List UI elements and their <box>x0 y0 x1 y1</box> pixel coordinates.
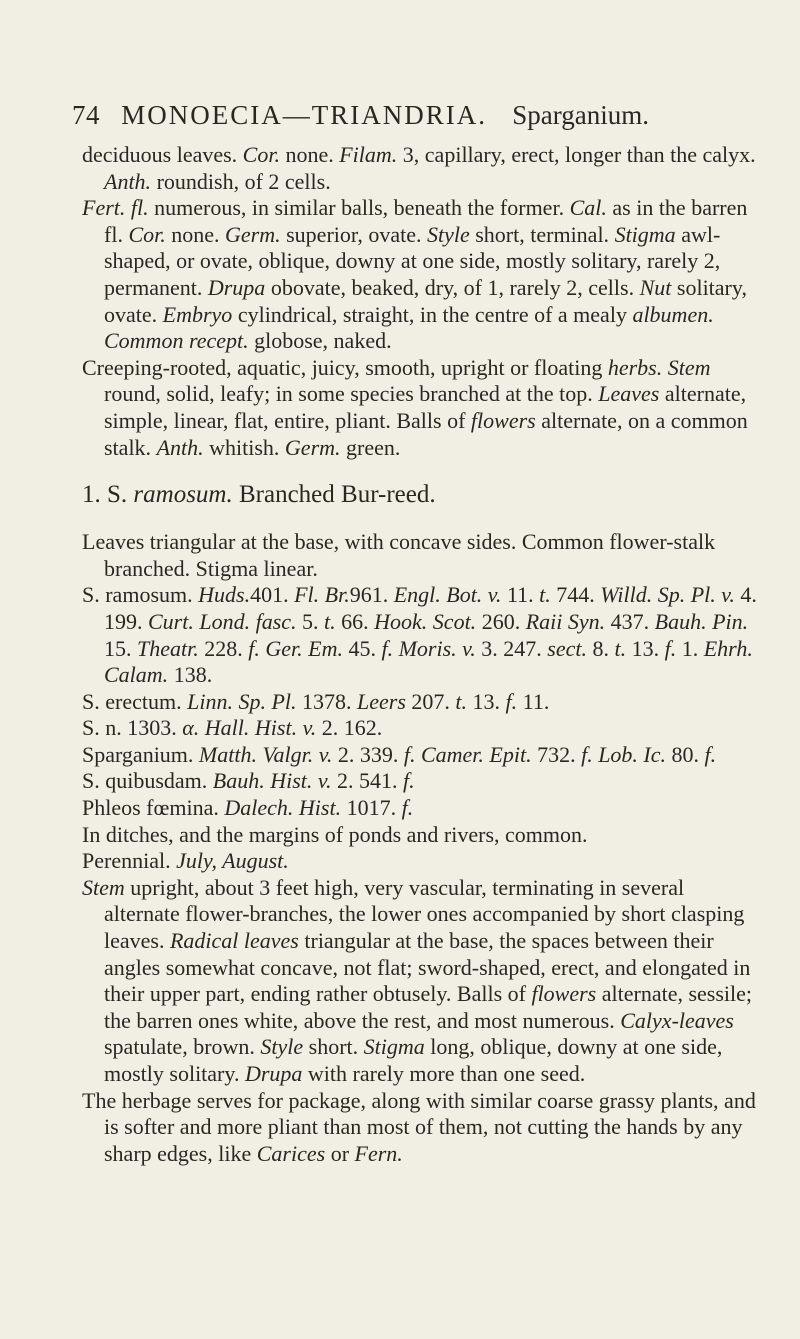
text-run: 11. <box>501 582 540 608</box>
italic-run: Dalech. Hist. <box>224 795 342 821</box>
italic-run: f. Lob. Ic. <box>581 741 667 767</box>
text-run: with rarely more than one seed. <box>302 1061 586 1086</box>
italic-run: Curt. Lond. fasc. <box>148 608 297 634</box>
text-run: In ditches, and the margins of ponds and rivers, common. <box>82 821 588 847</box>
paragraph <box>82 848 760 875</box>
italic-run: sect. <box>547 635 587 661</box>
italic-run: f. Camer. Epit. <box>403 741 532 767</box>
paragraph <box>82 795 760 822</box>
text-run: 8. <box>586 635 615 661</box>
text-run: 3. 247. <box>475 635 548 661</box>
text-run: short, terminal. <box>469 221 615 247</box>
italic-run: f. Ger. Em. <box>248 635 343 661</box>
text-run: 2. 541. <box>331 768 404 794</box>
text-run: 45. <box>342 635 382 661</box>
paragraph <box>82 1088 760 1168</box>
text-run: 1. S. <box>82 481 134 509</box>
species-heading <box>82 480 760 510</box>
italic-run: flowers <box>531 981 597 1007</box>
italic-run: Raii Syn. <box>525 608 606 634</box>
text-run: obovate, beaked, dry, of 1, rarely 2, cells. <box>265 274 640 300</box>
genus-title: Sparganium. <box>512 100 649 130</box>
paragraph <box>82 582 760 688</box>
italic-run: f. Moris. v. <box>381 635 476 661</box>
text-run: upright, about 3 feet high, very vascular, terminating in several alternate flower-branches, the lower ones accompanied by short clasping leaves. <box>104 874 745 954</box>
text-run: whitish. <box>203 434 285 460</box>
text-run: Perennial. <box>82 848 177 874</box>
italic-run: flowers <box>470 407 536 433</box>
text-run: S. erectum. <box>82 688 188 714</box>
italic-run: Radical leaves <box>169 928 299 954</box>
text-run: The herbage serves for package, along with similar coarse grassy plants, and is softer and more pliant than most of them, not cutting the hands by any sharp edges, like <box>82 1087 756 1166</box>
italic-run: Germ. <box>284 434 341 460</box>
text-run: 1. <box>676 635 704 661</box>
text-run: short. <box>303 1034 364 1060</box>
italic-run: herbs. Stem <box>607 354 711 380</box>
italic-run: f. <box>704 741 717 767</box>
section-title: MONOECIA—TRIANDRIA. <box>121 100 487 130</box>
italic-run: Germ. <box>225 221 281 247</box>
italic-run: f. <box>664 635 677 661</box>
text-run: 13. <box>626 635 665 661</box>
italic-run: Engl. Bot. v. <box>393 582 502 608</box>
text-run: solitary, ovate. <box>104 274 747 327</box>
text-run: 11. <box>517 688 550 714</box>
italic-run: Bauh. Hist. v. <box>212 768 332 794</box>
paragraph <box>82 355 760 461</box>
text-run: 80. <box>666 741 705 767</box>
text-run: cylindrical, straight, in the centre of a mealy <box>232 301 633 327</box>
italic-run: Cor. <box>128 221 166 247</box>
text-run: 13. <box>467 688 506 714</box>
italic-run: Stem <box>82 874 125 900</box>
italic-run: f. <box>401 795 414 821</box>
text-run: 3, capillary, erect, longer than the calyx. <box>397 142 756 167</box>
italic-run: Carices <box>256 1140 326 1166</box>
text-run: numerous, in similar balls, beneath the former. <box>148 195 570 221</box>
text-run: Creeping-rooted, aquatic, juicy, smooth, upright or floating <box>82 354 608 380</box>
text-run: round, solid, leafy; in some species branched at the top. <box>104 381 599 407</box>
italic-run: Stigma <box>363 1034 425 1060</box>
italic-run: Fert. fl. <box>82 195 149 221</box>
italic-run: ramosum. <box>133 481 233 509</box>
italic-run: Matth. Valgr. v. <box>198 741 333 767</box>
italic-run: t. <box>455 688 468 714</box>
text-run: 2. 162. <box>316 715 383 741</box>
italic-run: Fl. Br. <box>294 582 350 608</box>
italic-run: t. <box>324 608 336 634</box>
text-run: deciduous leaves. <box>82 142 243 167</box>
italic-run: Huds. <box>198 582 251 608</box>
text-run: 744. <box>550 582 601 608</box>
text-run: as in the barren fl. <box>104 195 748 247</box>
text-run: 5. <box>296 608 325 634</box>
italic-run: α. Hall. Hist. v. <box>182 715 317 741</box>
italic-run: Filam. <box>339 142 398 167</box>
text-run: or <box>325 1140 355 1166</box>
italic-run: Cor. <box>242 142 280 167</box>
genus-description <box>82 142 760 461</box>
italic-run: Linn. Sp. Pl. <box>187 688 297 714</box>
text-run: 260. <box>476 608 526 634</box>
text-run: awl-shaped, or ovate, oblique, downy at one side, mostly solitary, rarely 2, permanent. <box>104 221 721 300</box>
italic-run: Hook. Scot. <box>374 608 477 634</box>
italic-run: f. <box>403 768 415 794</box>
italic-run: Nut <box>639 274 672 300</box>
text-run: S. quibusdam. <box>82 768 213 794</box>
paragraph <box>82 689 760 716</box>
text-run: S. ramosum. <box>82 582 199 608</box>
text-run: 138. <box>168 662 213 688</box>
species-description <box>82 529 760 1167</box>
paragraph <box>82 142 760 195</box>
text-run: 228. <box>198 635 249 661</box>
paragraph <box>82 195 760 355</box>
italic-run: t. <box>539 582 551 608</box>
text-run: globose, naked. <box>248 328 392 354</box>
italic-run: Ehrh. Calam. <box>104 635 753 688</box>
italic-run: t. <box>614 635 627 661</box>
italic-run: Bauh. Pin. <box>654 608 749 634</box>
italic-run: Stigma <box>614 221 676 247</box>
text-run: 1017. <box>341 795 402 821</box>
text-run: 961. <box>349 582 394 608</box>
text-run: alternate, on a common stalk. <box>104 407 748 460</box>
italic-run: Leaves <box>598 381 660 407</box>
page-number: 74 <box>72 100 100 130</box>
text-run: 732. <box>531 741 582 767</box>
text-run: Sparganium. <box>82 741 199 767</box>
text-run: 15. <box>104 635 137 661</box>
paragraph <box>82 768 760 795</box>
italic-run: Leers <box>357 688 406 714</box>
text-run: S. n. 1303. <box>82 715 183 741</box>
italic-run: f. <box>505 688 518 714</box>
text-run: none. <box>279 142 340 167</box>
body-text <box>82 142 760 1167</box>
paragraph <box>82 529 760 582</box>
text-run: 1378. <box>296 688 357 714</box>
italic-run: Style <box>426 221 470 247</box>
text-run: green. <box>340 434 401 460</box>
text-run: spatulate, brown. <box>104 1034 261 1060</box>
text-run: Leaves triangular at the base, with concave sides. Common flower-stalk branched. Stigma linear. <box>82 529 716 581</box>
text-run: Branched Bur-reed. <box>232 481 436 509</box>
italic-run: Style <box>260 1034 304 1060</box>
text-run: 2. 339. <box>332 741 404 767</box>
text-run: none. <box>165 221 226 247</box>
text-run: alternate, sessile; the barren ones white, above the rest, and most numerous. <box>104 981 753 1033</box>
text-run: triangular at the base, the spaces between their angles somewhat concave, not flat; sword-shaped, erect, and elongated in their upper part, ending rather obtusely. Balls of <box>104 928 751 1007</box>
italic-run: albumen. Common recept. <box>104 301 714 354</box>
text-run: roundish, of 2 cells. <box>151 168 331 194</box>
text-run: 66. <box>335 608 375 634</box>
text-run: Phleos fœmina. <box>82 795 225 821</box>
text-run: 207. <box>405 688 456 714</box>
paragraph <box>82 822 760 849</box>
italic-run: Embryo <box>162 301 233 327</box>
text-run: 437. <box>605 608 655 634</box>
italic-run: Anth. <box>156 434 204 460</box>
italic-run: Drupa <box>207 274 266 300</box>
paragraph <box>82 875 760 1088</box>
italic-run: Cal. <box>569 195 607 221</box>
text-run: alternate, simple, linear, flat, entire, pliant. Balls of <box>104 381 747 433</box>
paragraph <box>82 715 760 742</box>
italic-run: Willd. Sp. Pl. v. <box>600 582 735 608</box>
paragraph <box>82 742 760 769</box>
italic-run: Calyx-leaves <box>620 1007 734 1033</box>
text-run: 4. 199. <box>104 582 757 634</box>
italic-run: Drupa <box>244 1061 303 1086</box>
running-head <box>72 100 752 136</box>
italic-run: Anth. <box>104 168 152 194</box>
italic-run: Theatr. <box>137 635 199 661</box>
text-run: long, oblique, downy at one side, mostly solitary. <box>104 1034 723 1086</box>
italic-run: July, August. <box>176 848 289 874</box>
text-run: superior, ovate. <box>280 221 427 247</box>
text-run: 401. <box>250 582 295 608</box>
italic-run: Fern. <box>354 1140 403 1166</box>
